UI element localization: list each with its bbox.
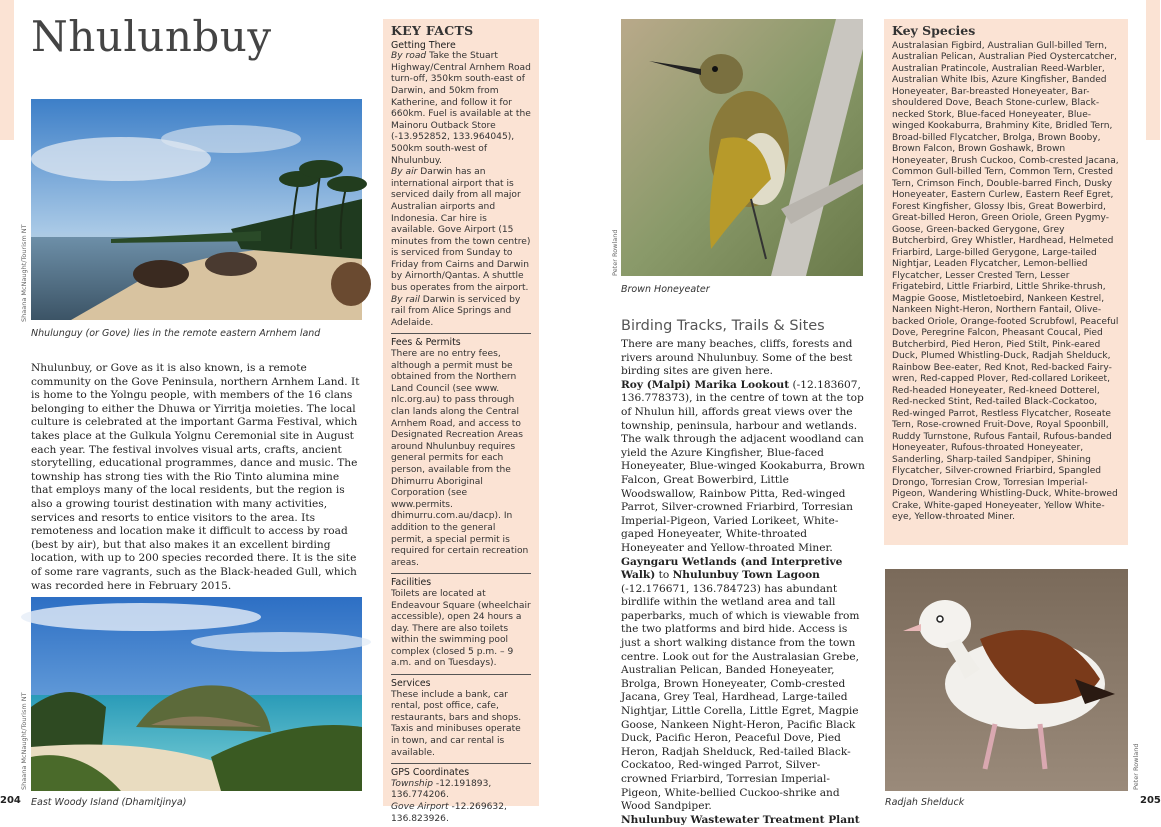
key-facts-heading: KEY FACTS [391,23,474,38]
shelduck-photo-credit: Peter Rowland [1132,743,1140,790]
island-photo [31,597,362,791]
shelduck-photo [885,569,1128,791]
gps-airport: Gove Airport -12.269632, 136.823926. [391,802,507,824]
getting-there-air: By air Darwin has an international airport that is serviced daily from all major Australian airports and Indonesia. Car hire is available. Gove Airport (15 minutes from the town centre) is serviced from Sunday to Friday from Cairns and Darwin by Airnorth/Qantas. A shuttle bus operates from the airport. [391,167,531,294]
site-wastewater-plant: Nhulunbuy Wastewater Treatment Plant [621,813,860,826]
shelduck-photo-caption: Radjah Shelduck [885,797,965,808]
services-text: These include a bank, car rental, post office, cafe, restaurants, bars and shops. Taxis and minibuses operate in town, and car rental is available. [391,689,522,758]
fees-text: There are no entry fees, although a permit must be obtained from the Northern Land Council (see www. nlc.org.au) to pass through clan lands along the Central Arnhem Road, and access to Designated Recreation Areas around Nhulunbuy requires general permits for each person, available from the Dhimurru Aboriginal Corporation (see www.permits. dhimurru.com.au/dacp). In addition to the general permit, a special permit is required for certain recreation areas. [391,349,529,568]
page-edge-tab-right [1146,0,1160,140]
facilities-text: Toilets are located at Endeavour Square (wheelchair accessible), open 24 hours a day. There are also toilets within the swimming pool complex (closed 5 p.m. – 9 a.m. and on Tuesdays). [391,588,531,669]
site-gayngaru-to: to [658,569,670,582]
honeyeater-photo-caption: Brown Honeyeater [621,284,710,295]
site-roy-marika-text: (-12.183607, 136.778373), in the centre of town at the top of Nhulun hill, affords great views over the township, peninsula, harbour and wetlands. The walk through the adjacent woodland can yield the Azure Kingfisher, Blue-faced Honeyeater, Blue-winged Kookaburra, Brown Falcon, Great Bowerbird, Little Woodswallow, Rainbow Pitta, Red-winged Parrot, Silver-crowned Friarbird, Torresian Imperial-Pigeon, Varied Lorikeet, White-gaped Honeyeater, White-throated Honeyeater and Yellow-throated Miner. [621,378,865,554]
page-title: Nhulunbuy [31,12,272,61]
site-roy-marika-lookout: Roy (Malpi) Marika Lookout [621,378,790,391]
getting-there-rail: By rail Darwin is serviced by rail from Alice Springs and Adelaide. [391,294,521,328]
beach-photo-credit: Shaana McNaught/Tourism NT [20,224,28,322]
fees-title: Fees & Permits [391,333,531,349]
getting-there-title: Getting There [391,39,456,51]
gps-title: GPS Coordinates [391,763,531,779]
beach-photo [31,99,362,320]
gps-township: Township -12.191893, 136.774206. [391,778,492,801]
key-species-list: Australasian Figbird, Australian Gull-billed Tern, Australian Pelican, Australian Pied Oystercatcher, Australian Pratincole, Australian Reed-Warbler, Australian White Ibis, Azure Kingfisher, Banded Honeyeater, Bar-breasted Honeyeater, Bar-shouldered Dove, Beach Stone-curlew, Black-necked Stork, Blue-faced Honeyeater, Blue-winged Kookaburra, Brahminy Kite, Bridled Tern, Broad-billed Flycatcher, Brolga, Brown Booby, Brown Falcon, Brown Goshawk, Brown Honeyeater, Brush Cuckoo, Comb-crested Jacana, Common Gull-billed Tern, Common Tern, Crested Tern, Crimson Finch, Double-barred Finch, Dusky Honeyeater, Eastern Curlew, Eastern Reef Egret, Forest Kingfisher, Glossy Ibis, Great Bowerbird, Great-billed Heron, Green Oriole, Green Pygmy-Goose, Green-backed Gerygone, Grey Butcherbird, Grey Whistler, Hardhead, Helmeted Friarbird, Large-billed Gerygone, Large-tailed Nightjar, Leaden Flycatcher, Lemon-bellied Flycatcher, Lesser Crested Tern, Lesser Frigatebird, Little Friarbird, Little Shrike-thrush, Magpie Goose, Mistletoebird, Nankeen Kestrel, Nankeen Night-Heron, Northern Fantail, Olive-backed Oriole, Orange-footed Scrubfowl, Peaceful Dove, Peregrine Falcon, Pheasant Coucal, Pied Butcherbird, Pied Heron, Pied Stilt, Pink-eared Duck, Plumed Whistling-Duck, Radjah Shelduck, Rainbow Bee-eater, Red Knot, Red-backed Fairy-wren, Red-capped Plover, Red-collared Lorikeet, Red-headed Honeyeater, Red-kneed Dotterel, Red-necked Stint, Red-tailed Black-Cockatoo, Red-winged Parrot, Restless Flycatcher, Roseate Tern, Rose-crowned Fruit-Dove, Royal Spoonbill, Ruddy Turnstone, Rufous Fantail, Rufous-banded Honeyeater, Rufous-throated Honeyeater, Sanderling, Sharp-tailed Sandpiper, Shining Flycatcher, Silver-crowned Friarbird, Spangled Drongo, Torresian Crow, Torresian Imperial-Pigeon, Wandering Whistling-Duck, White-browed Crake, White-gaped Honeyeater, Yellow White-eye, Yellow-throated Miner. [892,40,1119,522]
facilities-title: Facilities [391,573,531,589]
key-species-heading: Key Species [892,23,976,38]
site-gayngaru-text: (-12.176671, 136.784723) has abundant birdlife within the wetland area and tall paperbarks, much of which is viewable from the two platforms and bird hide. Access is just a short walking distance from the town centre. Look out for the Australasian Grebe, Australian Pelican, Banded Honeyeater, Brolga, Brown Honeyeater, Comb-crested Jacana, Grey Teal, Hardhead, Large-tailed Nightjar, Little Corella, Little Egret, Magpie Goose, Nankeen Night-Heron, Pacific Black Duck, Pacific Heron, Peaceful Dove, Pied Heron, Radjah Shelduck, Red-tailed Black-Cockatoo, Red-winged Parrot, Silver-crowned Friarbird, Torresian Imperial-Pigeon, White-bellied Cuckoo-shrike and Wood Sandpiper. [621,582,860,813]
honeyeater-photo-credit: Peter Rowland [611,229,619,276]
site-gayngaru-wetlands: Gayngaru Wetlands (and Interpretive Walk) [621,555,843,582]
beach-photo-caption: Nhulunguy (or Gove) lies in the remote eastern Arnhem land [31,328,321,339]
birding-section-title: Birding Tracks, Trails & Sites [621,318,825,334]
key-species-panel [884,19,1128,545]
page-edge-tab-left [0,0,14,140]
page-number-left: 204 [0,795,21,806]
key-facts-panel [383,19,539,824]
island-photo-caption: East Woody Island (Dhamitjinya) [31,797,187,808]
island-photo-credit: Shaana McNaught/Tourism NT [20,692,28,790]
intro-paragraph: Nhulunbuy, or Gove as it is also known, is a remote community on the Gove Peninsula, northern Arnhem Land. It is home to the Yolngu people, with members of the 16 clans belonging to either the Dhuwa or Yirritja moieties. The local culture is celebrated at the important Garma Festival, which takes place at the Gulkula Yolgnu Ceremonial site in August each year. The festival involves visual arts, crafts, ancient storytelling, educational programmes, dance and music. The township has strong ties with the Rio Tinto alumina mine that employs many of the local residents, but the region is also a growing tourist destination with many activities, services and resorts to entice visitors to the area. Its remoteness and location make it difficult to access by road (best by air), but that also makes it an excellent birding location, with up to 200 species recorded there. It is the site of some rare vagrants, such as the Black-headed Gull, which was recorded here in February 2015. [31,362,360,592]
birding-intro: There are many beaches, cliffs, forests and rivers around Nhulunbuy. Some of the best birding sites are given here. [621,338,853,378]
birding-text [621,338,865,827]
honeyeater-photo [621,19,863,276]
getting-there-road: By road Take the Stuart Highway/Central Arnhem Road turn-off, 350km south-east of Darwin, and 50km from Katherine, and follow it for 660km. Fuel is available at the Mainoru Outback Store (-13.952852, 133.964045), 500km south-west of Nhulunbuy. [391,51,531,166]
services-title: Services [391,674,531,690]
site-town-lagoon: Nhulunbuy Town Lagoon [672,569,820,582]
page-number-right: 205 [1140,795,1161,806]
